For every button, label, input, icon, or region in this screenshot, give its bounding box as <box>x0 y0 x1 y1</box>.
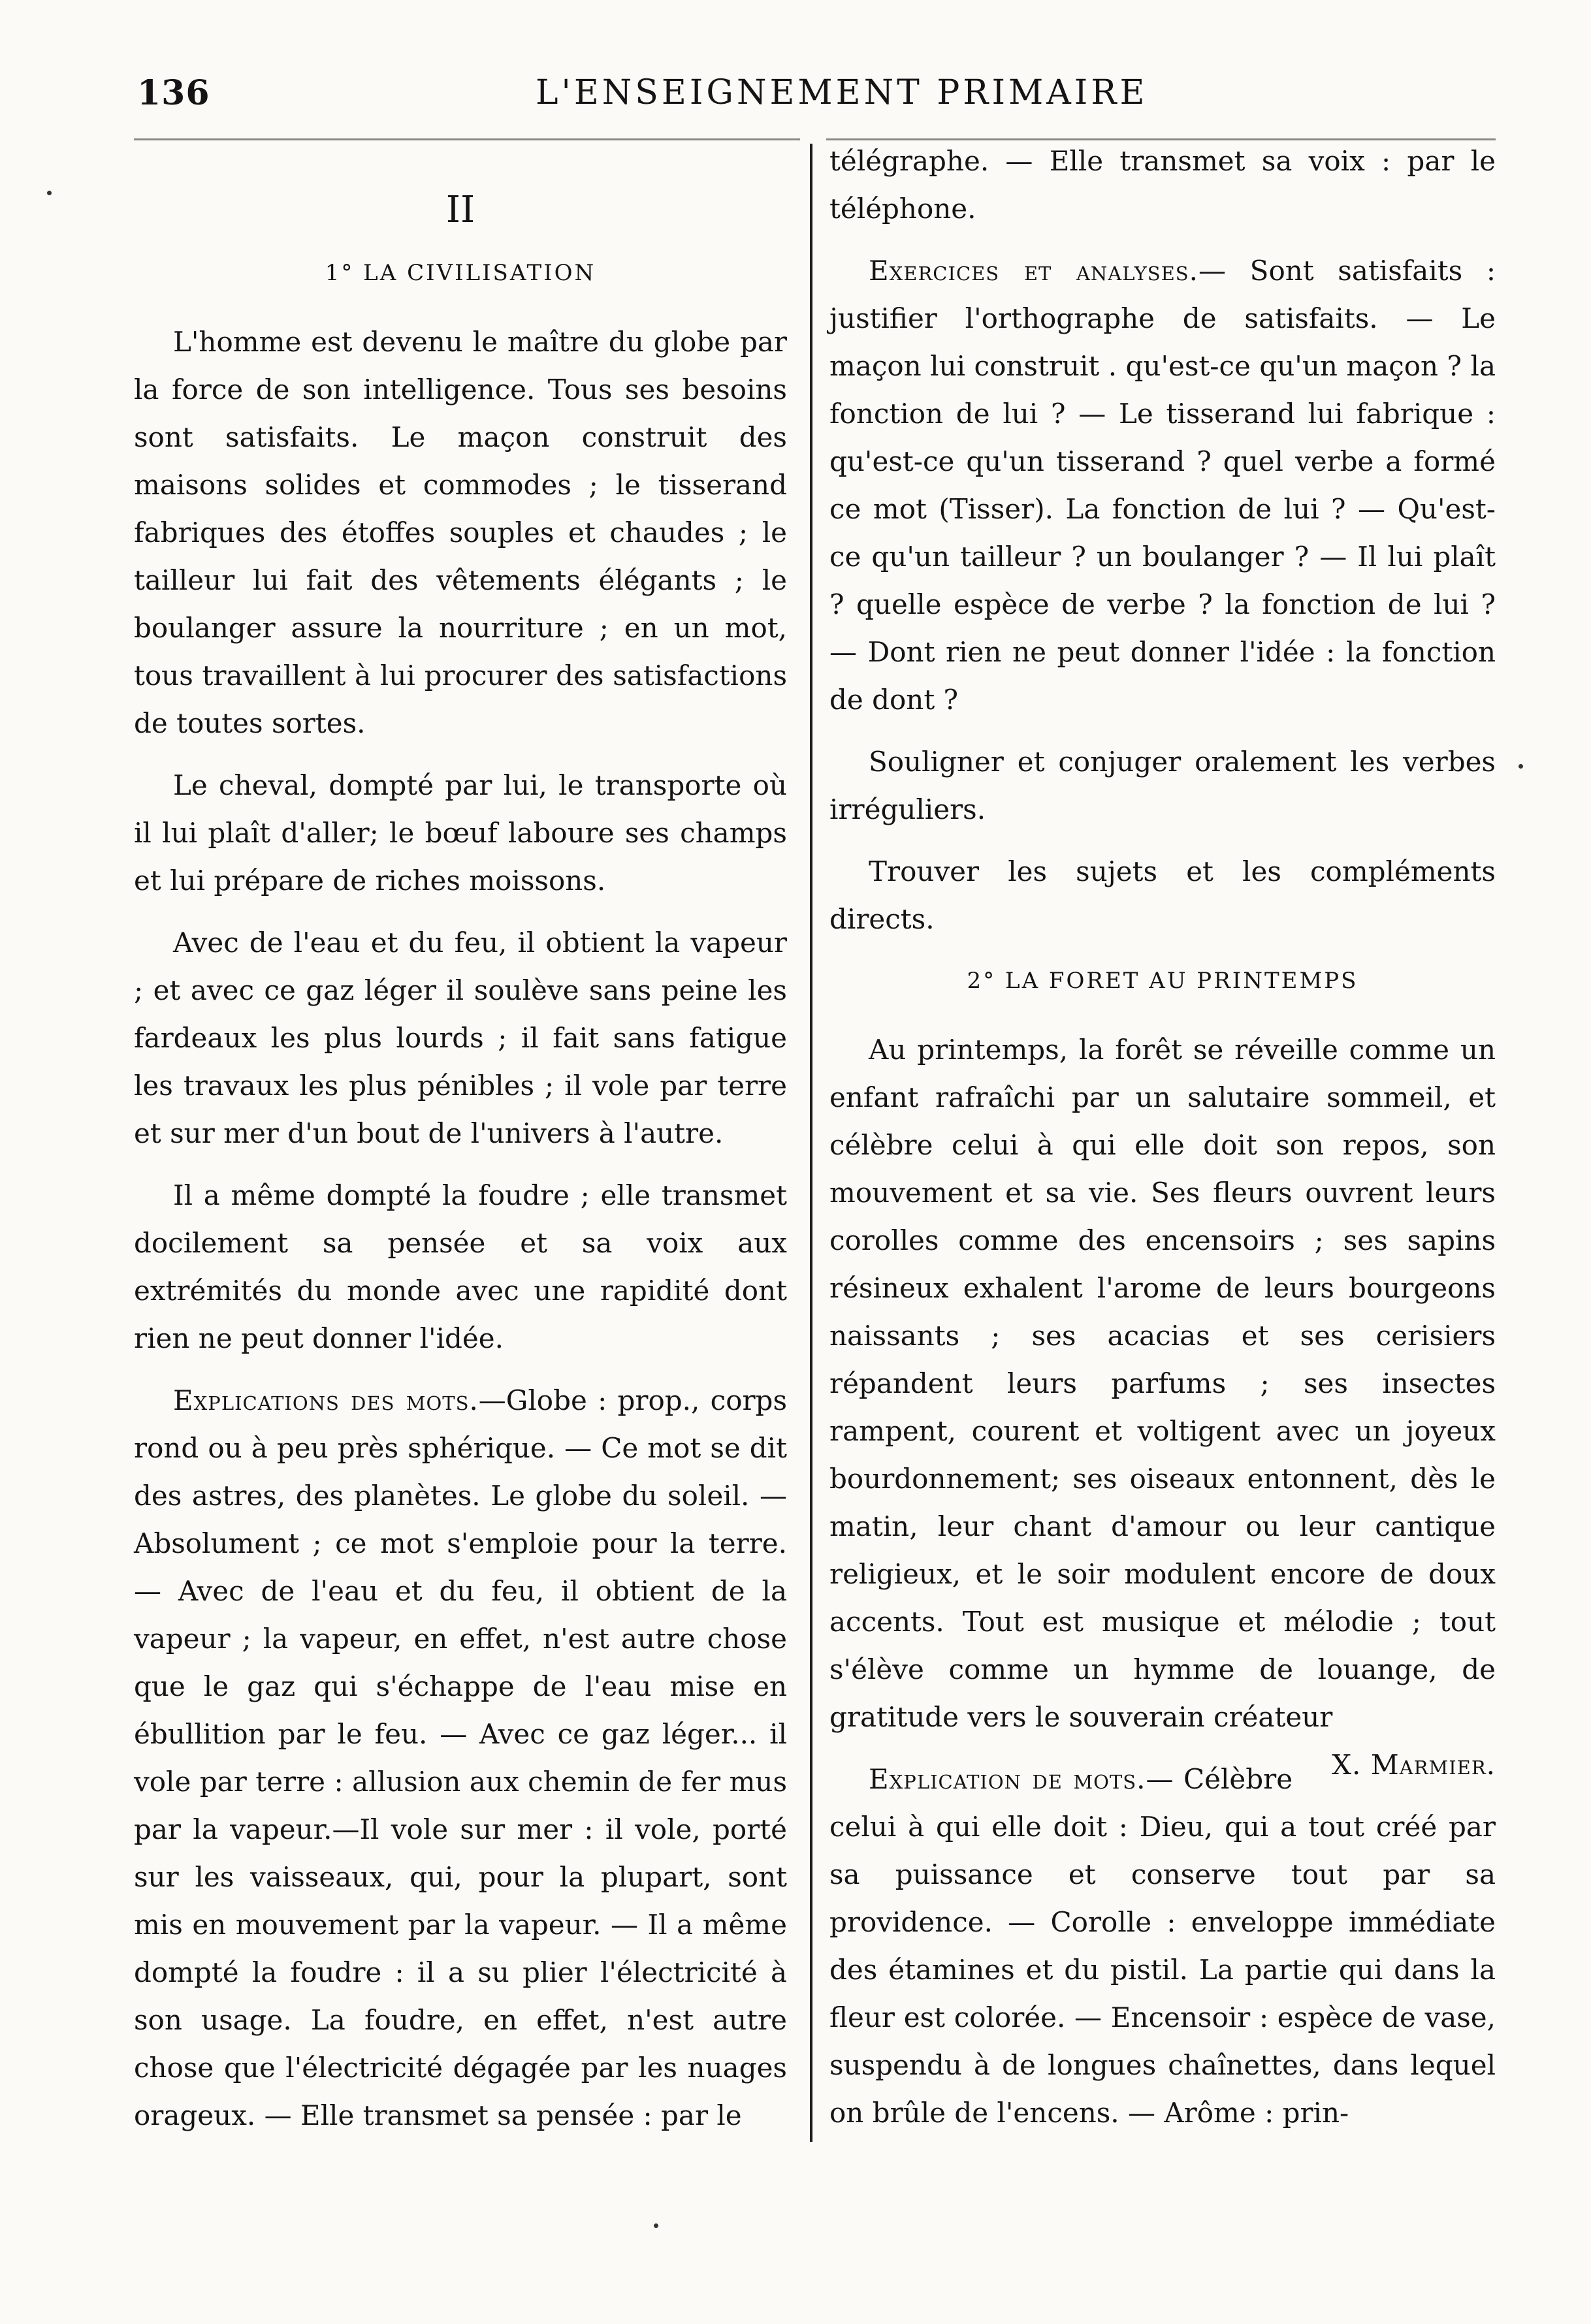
paragraph: Le cheval, dompté par lui, le transporte où il lui plaît d'aller; le bœuf laboure ses champs et lui prépare de riches moissons. <box>134 769 787 897</box>
page-number: 136 <box>137 73 210 113</box>
paragraph: Trouver les sujets et les compléments directs. <box>829 855 1496 935</box>
section-subheading: 1° LA CIVILISATION <box>325 260 596 286</box>
section-subheading: 2° LA FORET AU PRINTEMPS <box>967 968 1358 994</box>
exercises-paragraph <box>829 247 1496 724</box>
explanation-paragraph <box>829 1755 1496 2137</box>
explanation-label: Explication de mots. <box>869 1763 1146 1795</box>
column-divider <box>810 144 812 2142</box>
header-rule-left <box>134 138 800 140</box>
exercises-text: — Sont satisfaits : justifier l'orthographe de satisfaits. — Le maçon lui construit . qu'est-ce qu'un maçon ? la fonction de lui ? — Le tisserand lui fabrique : qu'est-ce qu'un tisserand ? quel verbe a formé ce mot (Tisser). La fonction de lui ? — Qu'est-ce qu'un tailleur ? un boulanger ? — Il lui plaît ? quelle espèce de verbe ? la fonction de lui ? — Dont rien ne peut donner l'idée : la fonction de dont ? <box>829 255 1496 716</box>
right-column <box>829 137 1496 2151</box>
section-number: II <box>445 189 475 231</box>
explanations-text: —Globe : prop., corps rond ou à peu près sphérique. — Ce mot se dit des astres, des planètes. Le globe du soleil. — Absolument ; ce mot s'emploie pour la terre. — Avec de l'eau et du feu, il obtient de la vapeur ; la vapeur, en effet, n'est autre chose que le gaz qui s'échappe de l'eau mise en ébullition par le feu. — Avec ce gaz léger... il vole par terre : allusion aux chemin de fer mus par la vapeur.—Il vole sur mer : il vole, porté sur les vaisseaux, qui, pour la plupart, sont mis en mouvement par la vapeur. — Il a même dompté la foudre : il a su plier l'électricité à son usage. La foudre, en effet, n'est autre chose que l'électricité dégagée par les nuages orageux. — Elle transmet sa pensée : par le <box>134 1384 787 2131</box>
scan-speck <box>654 2223 658 2228</box>
exercises-label: Exercices et analyses. <box>869 255 1199 287</box>
author-signature: X. Marmier. <box>1332 1749 1496 1781</box>
running-title: L'ENSEIGNEMENT PRIMAIRE <box>536 73 1148 112</box>
paragraph: Souligner et conjuger oralement les verbes irréguliers. <box>829 746 1496 825</box>
left-column <box>134 157 787 2154</box>
explanations-paragraph <box>134 1377 787 2139</box>
explanations-label: Explications des mots. <box>173 1384 479 1416</box>
scan-speck <box>47 191 52 195</box>
paragraph: Il a même dompté la foudre ; elle transmet docilement sa pensée et sa voix aux extrémités du monde avec une rapidité dont rien ne peut donner l'idée. <box>134 1179 787 1354</box>
paragraph-text: Au printemps, la forêt se réveille comme un enfant rafraîchi par un salutaire sommeil, et célèbre celui à qui elle doit son repos, son mouvement et sa vie. Ses fleurs ouvrent leurs corolles comme des encensoirs ; ses sapins résineux exhalent l'arome de leurs bourgeons naissants ; ses acacias et ses cerisiers répandent leurs parfums ; ses insectes rampent, courent et voltigent avec un joyeux bourdonnement; ses oiseaux entonnent, dès le matin, leur chant d'amour ou leur cantique religieux, et le soir modulent encore de doux accents. Tout est musique et mélodie ; tout s'élève comme un hymme de louange, de gratitude vers le souverain créateur <box>829 1034 1496 1733</box>
scan-speck <box>1519 764 1523 769</box>
page-header <box>124 73 1496 125</box>
paragraph: Avec de l'eau et du feu, il obtient la vapeur ; et avec ce gaz léger il soulève sans peine les fardeaux les plus lourds ; il fait sans fatigue les travaux les plus pénibles ; il vole par terre et sur mer d'un bout de l'univers à l'autre. <box>134 927 787 1149</box>
explanation-text: — Célèbre celui à qui elle doit : Dieu, qui a tout créé par sa puissance et conserve tout par sa providence. — Corolle : enveloppe immédiate des étamines et du pistil. La partie qui dans la fleur est colorée. — Encensoir : espèce de vase, suspendu à de longues chaînettes, dans lequel on brûle de l'encens. — Arôme : prin- <box>829 1763 1496 2129</box>
paragraph-continued: télégraphe. — Elle transmet sa voix : par le téléphone. <box>829 145 1496 225</box>
paragraph: L'homme est devenu le maître du globe par la force de son intelligence. Tous ses besoins sont satisfaits. Le maçon construit des maisons solides et commodes ; le tisserand fabriques des étoffes souples et chaudes ; le tailleur lui fait des vêtements élégants ; le boulanger assure la nourriture ; en un mot, tous travaillent à lui procurer des satisfactions de toutes sortes. <box>134 326 787 739</box>
